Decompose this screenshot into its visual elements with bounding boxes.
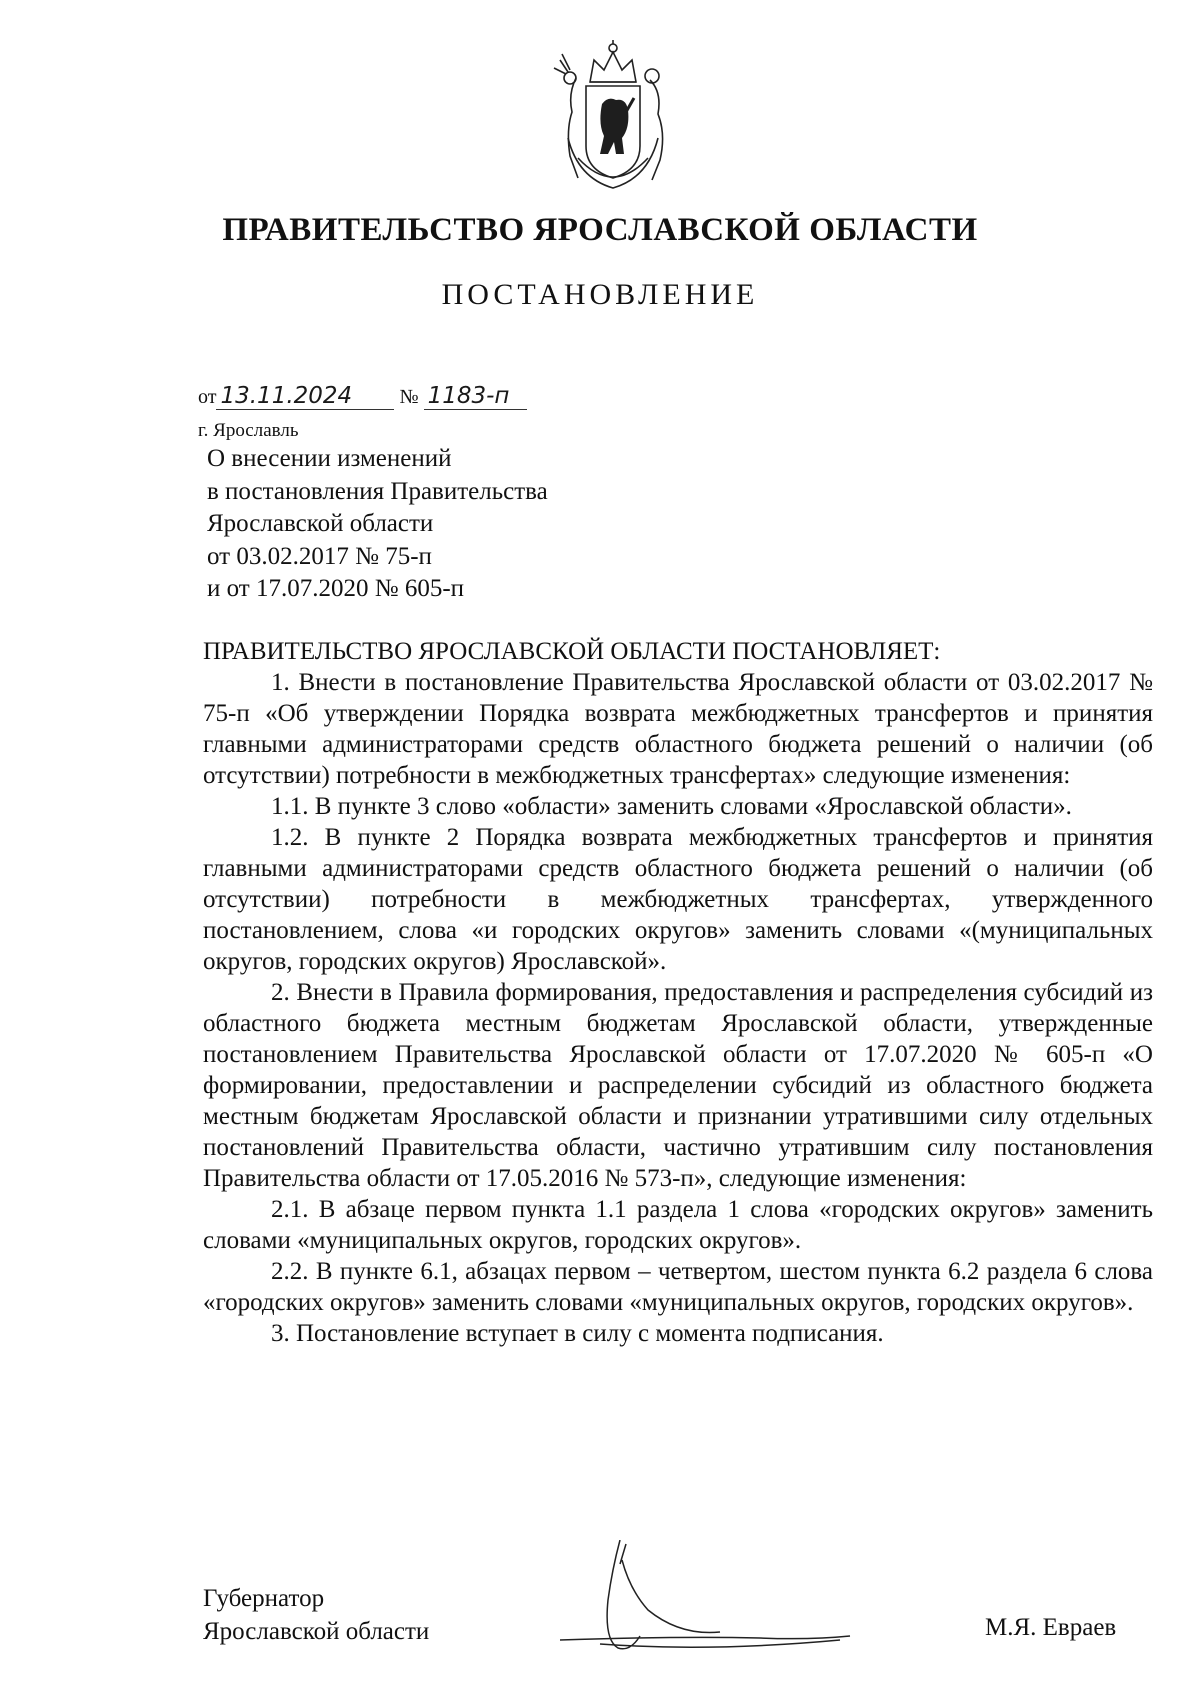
handwritten-date: 13.11.2024 <box>216 384 394 410</box>
date-prefix: от <box>198 386 217 408</box>
date-number-line <box>198 384 527 410</box>
number-prefix: № <box>399 386 419 408</box>
document-subject <box>207 443 548 606</box>
subject-line: от 03.02.2017 № 75-п <box>207 542 432 570</box>
paragraph-2-2: 2.2. В пункте 6.1, абзацах первом – четвертом, шестом пункта 6.2 раздела 6 слова «городских округов» заменить словами «муниципальных округов, городских округов». <box>203 1258 1153 1316</box>
subject-line: О внесении изменений <box>207 445 452 472</box>
resolution-body <box>203 636 1153 1349</box>
signatory-position <box>203 1582 429 1648</box>
subject-line: в постановления Правительства <box>207 477 548 505</box>
subject-line: и от 17.07.2020 № 605-п <box>207 575 465 602</box>
position-line: Губернатор <box>203 1585 325 1612</box>
signatory-name: М.Я. Евраев <box>985 1614 1117 1641</box>
government-title: ПРАВИТЕЛЬСТВО ЯРОСЛАВСКОЙ ОБЛАСТИ <box>222 212 978 248</box>
subject-line: Ярославской области <box>207 510 434 537</box>
resolution-lead: ПРАВИТЕЛЬСТВО ЯРОСЛАВСКОЙ ОБЛАСТИ ПОСТАНОВЛЯЕТ: <box>203 638 941 665</box>
paragraph-2-1: 2.1. В абзаце первом пункта 1.1 раздела 1 слова «городских округов» заменить словами «муниципальных округов, городских округов». <box>203 1196 1153 1254</box>
paragraph-1-1: 1.1. В пункте 3 слово «области» заменить словами «Ярославской области». <box>271 793 1072 820</box>
coat-of-arms-emblem <box>538 38 688 198</box>
handwritten-number: 1183-п <box>424 384 527 410</box>
handwritten-signature <box>560 1540 860 1660</box>
paragraph-1: 1. Внести в постановление Правительства Ярославской области от 03.02.2017 № 75-п «Об утверждении Порядка возврата межбюджетных трансфертов и принятия главными администраторами средств областного бюджета решений о наличии (об отсутствии) потребности в межбюджетных трансфертах» следующие изменения: <box>203 669 1153 789</box>
paragraph-2: 2. Внести в Правила формирования, предоставления и распределения субсидий из областного бюджета местным бюджетам Ярославской области, утвержденные постановлением Правительства Ярославской области от 17.07.2020 № 605-п «О формировании, предоставлении и распределении субсидий из областного бюджета местным бюджетам Ярославской области и признании утратившими силу отдельных постановлений Правительства области, частично утратившим силу постановления Правительства области от 17.05.2016 № 573-п», следующие изменения: <box>203 979 1153 1192</box>
position-line: Ярославской области <box>203 1618 430 1645</box>
paragraph-1-2: 1.2. В пункте 2 Порядка возврата межбюджетных трансфертов и принятия главными администраторами средств областного бюджета решений о наличии (об отсутствии) потребности в межбюджетных трансфертах, утвержденного постановлением, слова «и городских округов» заменить словами «(муниципальных округов, городских округов) Ярославской». <box>203 824 1153 975</box>
paragraph-3: 3. Постановление вступает в силу с момента подписания. <box>271 1320 884 1347</box>
city-label: г. Ярославль <box>198 420 299 441</box>
document-type-title: ПОСТАНОВЛЕНИЕ <box>441 278 759 311</box>
